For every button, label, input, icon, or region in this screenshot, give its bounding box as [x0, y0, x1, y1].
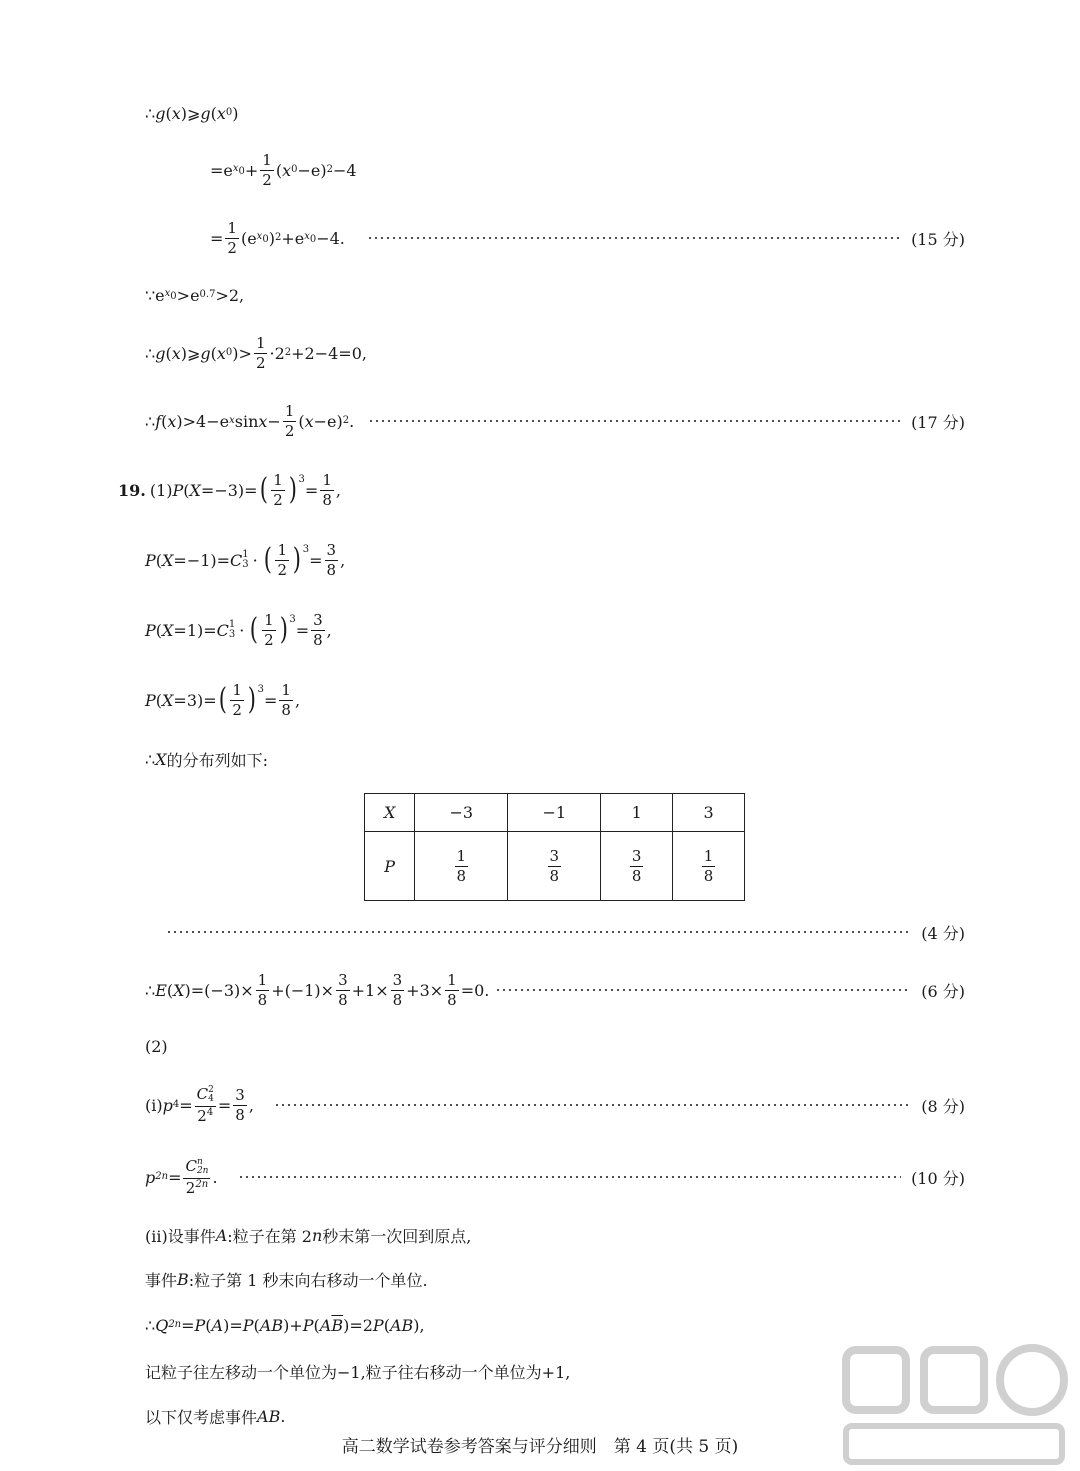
fraction: $\frac{1}{8}$ [281, 680, 291, 719]
fraction: $\frac{3}{8}$ [549, 846, 560, 885]
fraction: $\frac{1}{8}$ [447, 970, 457, 1009]
fraction: $\frac{3}{8}$ [631, 846, 642, 885]
line-g-positive: ∴ g ( x )⩾ g ( x 0 )> $\frac{1}{2}$ ·2 2 +2−4=0, [145, 333, 367, 372]
line-f-conclusion: ∴ f ( x )>4−e x sin x − $\frac{1}{2}$ ( x −e) 2 . (17 分) [145, 401, 965, 440]
line-event-a: (ii)设事件 A :粒子在第 2 n 秒末第一次回到原点, [145, 1225, 472, 1246]
page-footer: 高二数学试卷参考答案与评分细则 第 4 页(共 5 页) [341, 1437, 739, 1457]
table-header-cell: −3 [415, 794, 508, 832]
line-event-b: 事件 B :粒子第 1 秒末向右移动一个单位. [145, 1269, 428, 1290]
score-badge: (6 分) [921, 981, 965, 1001]
fraction: $\frac{3}{8}$ [392, 970, 403, 1009]
therefore-sign: ∴ [145, 103, 156, 123]
line-expand-1: =e $x_0$ + $\frac{1}{2}$ ( x 0 −e) 2 −4 [210, 150, 357, 189]
fraction: $\frac{1}{2}$ [227, 218, 237, 257]
fraction: $\frac{1}{2}$ [284, 401, 295, 440]
line-p-1: P ( X =1)= C 1 3 · ( $\frac{1}{2}$ ) $^3$ = $\frac{3}{8}$ , [145, 610, 332, 649]
fraction: $\frac{1}{2}$ [255, 333, 266, 372]
line-p-minus-1: P ( X =−1)= C 1 3 · ( $\frac{1}{2}$ ) $^3$ = $\frac{3}{8}$ , [145, 540, 346, 579]
table-cell [508, 832, 601, 901]
table-header-cell: −1 [508, 794, 601, 832]
leader-dots [238, 1176, 901, 1178]
table-row [365, 794, 745, 832]
table-row [365, 832, 745, 901]
line-part-2: (2) [145, 1036, 168, 1056]
leader-dots [274, 1104, 911, 1106]
line-expectation: ∴ E ( X )=(−3)× $\frac{1}{8}$ +(−1)× $\frac{3}{8}$ +1× $\frac{3}{8}$ +3× $\frac{1}{8}$ =0. (6 分) [145, 970, 965, 1009]
line-move-convention: 记粒子往左移动一个单位为−1,粒子往右移动一个单位为+1, [145, 1362, 571, 1382]
score-badge: (4 分) [921, 923, 965, 943]
table-header-cell: 1 [601, 794, 673, 832]
line-distribution-intro: ∴ X 的分布列如下: [145, 749, 268, 770]
score-badge: (17 分) [911, 412, 965, 432]
line-expand-2: = $\frac{1}{2}$ (e $x_0$ ) 2 +e $x_0$ −4. (15 分) [210, 218, 965, 257]
leader-dots [367, 237, 901, 239]
fraction: $\frac{3}{8}$ [338, 970, 348, 1009]
fraction: $\frac{1}{8}$ [257, 970, 268, 1009]
score-badge: (15 分) [911, 229, 965, 249]
fraction: $\frac{3}{8}$ [313, 610, 323, 649]
table-cell [673, 832, 745, 901]
distribution-table [364, 793, 745, 901]
question-number: 19. [118, 480, 146, 500]
fraction: $\frac{1}{8}$ [703, 846, 714, 885]
line-p2n: p 2n = C n 2n $2^{2n}$ . (10 分) [145, 1157, 965, 1197]
table-cell [415, 832, 508, 901]
fraction: $\frac{1}{2}$ [273, 470, 283, 509]
table-header-cell: 3 [673, 794, 745, 832]
leader-dots [368, 420, 901, 422]
line-q2n: ∴ Q 2n = P ( A )= P ( AB )+ P ( A $\overline{B}$ )=2 P ( AB ), [145, 1315, 425, 1335]
fraction: $\frac{1}{8}$ [456, 846, 467, 885]
fraction: $\frac{3}{8}$ [235, 1085, 245, 1124]
line-score-4 [160, 912, 965, 952]
score-badge: (10 分) [911, 1168, 965, 1188]
line-because: ∵e $x_0$ >e 0.7 >2, [145, 285, 245, 305]
line-p4: (i) p 4 = C 2 4 $2^4$ = $\frac{3}{8}$ , (8 分) [145, 1085, 965, 1125]
leader-dots [166, 931, 911, 933]
fraction: $\frac{1}{2}$ [277, 540, 288, 579]
line-p-3: P ( X =3)= ( $\frac{1}{2}$ ) $^3$ = $\frac{1}{8}$ , [145, 680, 301, 719]
fraction: $\frac{1}{2}$ [264, 610, 274, 649]
question-19-line: 19. (1) P ( X =−3)= ( $\frac{1}{2}$ ) $^3$ = $\frac{1}{8}$ , [118, 470, 341, 509]
table-cell [601, 832, 673, 901]
score-badge: (8 分) [921, 1096, 965, 1116]
fraction: $\frac{1}{2}$ [262, 150, 272, 189]
fraction: $\frac{1}{2}$ [232, 680, 242, 719]
line-consider-ab: 以下仅考虑事件 AB . [145, 1406, 286, 1427]
table-header-cell: X [365, 794, 415, 832]
line-g-geq: ∴ g ( x )⩾ g ( x 0 ) [145, 103, 239, 123]
fraction: C 2 4 $2^4$ [196, 1085, 214, 1125]
fraction: $\frac{1}{8}$ [322, 470, 332, 509]
fraction: C n 2n $2^{2n}$ [185, 1157, 209, 1197]
fraction: $\frac{3}{8}$ [326, 540, 337, 579]
leader-dots [495, 989, 911, 991]
table-row-label: P [365, 832, 415, 901]
